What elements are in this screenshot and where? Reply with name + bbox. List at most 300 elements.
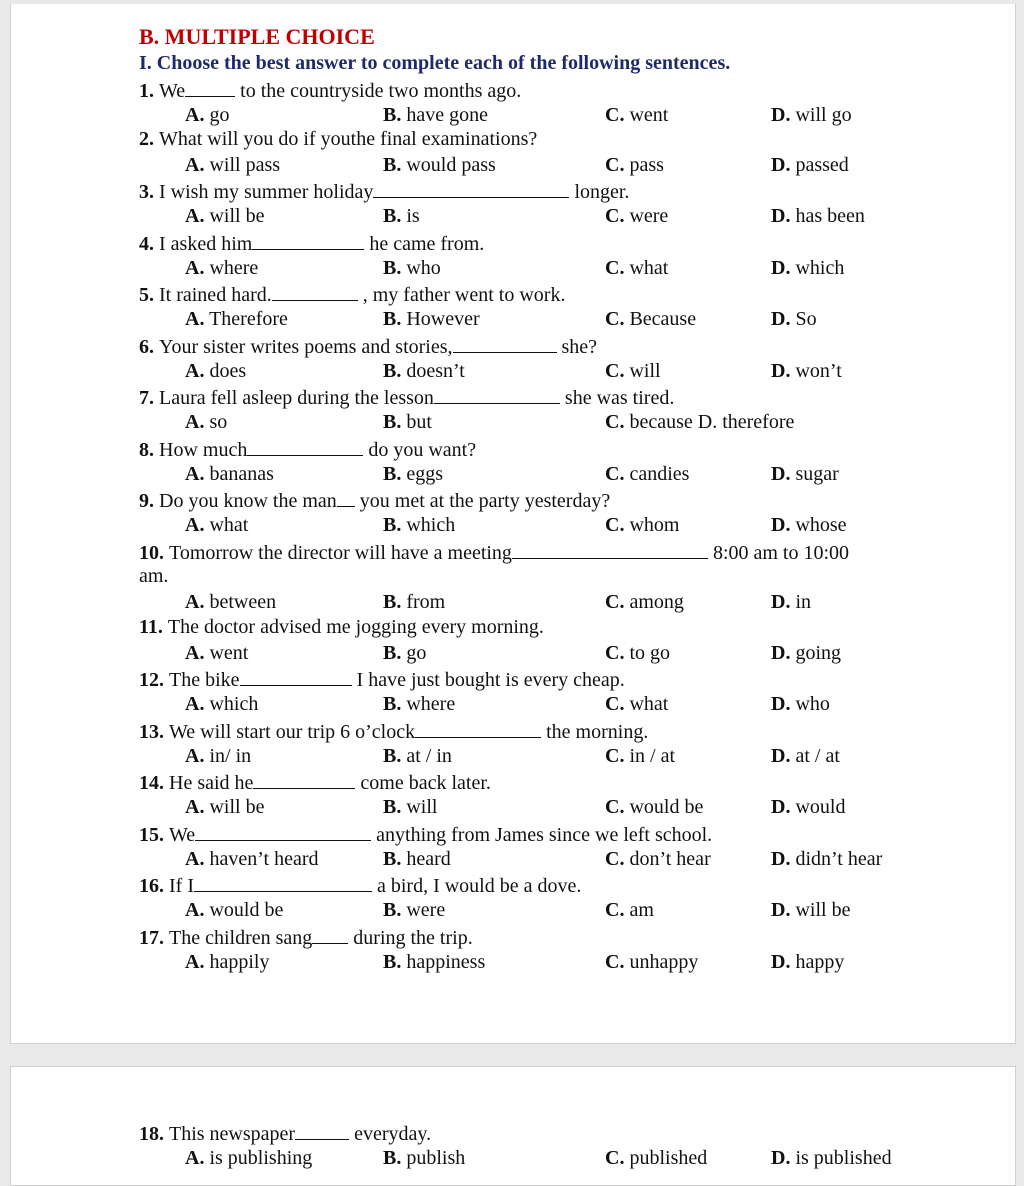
answer-blank[interactable] — [295, 1121, 349, 1140]
question-number: 5. — [139, 284, 159, 306]
question-number: 10. — [139, 542, 169, 564]
question-10 — [139, 540, 849, 565]
answer-blank[interactable] — [240, 667, 352, 686]
question-text-before: We will start our trip 6 o’clock — [169, 721, 416, 743]
option-letter: B. — [383, 848, 402, 870]
option-c[interactable] — [605, 951, 698, 974]
option-text: from — [401, 591, 446, 613]
answer-blank[interactable] — [415, 719, 541, 738]
question-text-before: We — [169, 824, 196, 846]
question-number: 11. — [139, 616, 168, 638]
option-letter: C. — [605, 848, 625, 870]
question-text-after: you met at the party yesterday? — [354, 490, 611, 512]
answer-blank[interactable] — [195, 822, 371, 841]
question-number: 17. — [139, 927, 169, 949]
question-5 — [139, 282, 565, 307]
option-text: sugar — [790, 463, 839, 485]
option-text: at / in — [401, 745, 452, 767]
option-a[interactable] — [185, 693, 258, 716]
question-9 — [139, 488, 610, 513]
question-text-before: Do you know the man — [159, 490, 337, 512]
worksheet-page-1 — [10, 4, 1016, 1044]
option-b[interactable] — [383, 642, 426, 665]
option-letter: C. — [605, 514, 625, 536]
question-text-before: Your sister writes poems and stories, — [159, 336, 453, 358]
option-a[interactable] — [185, 308, 288, 331]
option-text: go — [204, 104, 230, 126]
option-c[interactable] — [605, 796, 703, 819]
question-number: 2. — [139, 128, 159, 150]
question-text-after: the morning. — [541, 721, 649, 743]
option-d[interactable] — [771, 591, 811, 614]
option-letter: B. — [383, 308, 402, 330]
option-text: Because — [624, 308, 697, 330]
option-letter: B. — [383, 205, 402, 227]
option-text: candies — [624, 463, 690, 485]
option-c[interactable] — [605, 463, 689, 486]
answer-blank[interactable] — [272, 282, 358, 301]
option-letter: C. — [605, 205, 625, 227]
option-letter: C. — [605, 951, 625, 973]
option-d[interactable] — [771, 257, 844, 280]
answer-blank[interactable] — [247, 437, 363, 456]
option-a[interactable] — [185, 514, 248, 537]
option-text: which — [204, 693, 259, 715]
option-text: went — [624, 104, 669, 126]
option-letter: D. — [771, 360, 791, 382]
option-letter: A. — [185, 899, 205, 921]
option-letter: B. — [383, 899, 402, 921]
option-letter: C. — [605, 1147, 625, 1169]
option-a[interactable] — [185, 642, 248, 665]
option-text: so — [204, 411, 228, 433]
option-letter: B. — [383, 257, 402, 279]
option-c[interactable] — [605, 899, 654, 922]
option-letter: B. — [383, 796, 402, 818]
question-number: 1. — [139, 80, 159, 102]
option-letter: D. — [771, 104, 791, 126]
option-text: will be — [204, 796, 265, 818]
question-3 — [139, 179, 629, 204]
answer-blank[interactable] — [194, 873, 372, 892]
option-letter: A. — [185, 463, 205, 485]
option-text: what — [624, 257, 669, 279]
option-c[interactable] — [605, 514, 679, 537]
option-text: will — [401, 796, 438, 818]
option-text: went — [204, 642, 249, 664]
option-c[interactable] — [605, 693, 668, 716]
option-letter: C. — [605, 411, 625, 433]
question-18 — [139, 1121, 431, 1146]
option-text: what — [204, 514, 249, 536]
answer-blank[interactable] — [185, 78, 235, 97]
option-letter: B. — [383, 591, 402, 613]
option-text: among — [624, 591, 684, 613]
option-d[interactable] — [771, 463, 839, 486]
option-letter: C. — [605, 796, 625, 818]
option-text: because D. therefore — [624, 411, 795, 433]
question-text-before: The doctor advised me jogging every morning. — [167, 616, 544, 638]
question-text-before: What will you do if youthe final examinations? — [159, 128, 538, 150]
question-number: 15. — [139, 824, 169, 846]
option-letter: C. — [605, 104, 625, 126]
option-text: in — [790, 591, 812, 613]
option-a[interactable] — [185, 104, 229, 127]
option-a[interactable] — [185, 463, 274, 486]
option-text: is — [401, 205, 420, 227]
option-a[interactable] — [185, 848, 318, 871]
question-text-before: I wish my summer holiday — [159, 181, 374, 203]
option-a[interactable] — [185, 411, 227, 434]
question-2 — [139, 128, 537, 151]
answer-blank[interactable] — [512, 540, 708, 559]
option-text: is publishing — [204, 1147, 313, 1169]
option-c[interactable] — [605, 642, 670, 665]
option-text: unhappy — [624, 951, 699, 973]
question-11 — [139, 616, 544, 639]
option-letter: D. — [771, 899, 791, 921]
option-b[interactable] — [383, 257, 441, 280]
option-b[interactable] — [383, 463, 443, 486]
option-a[interactable] — [185, 360, 246, 383]
option-b[interactable] — [383, 951, 485, 974]
option-text: will be — [204, 205, 265, 227]
option-c[interactable] — [605, 308, 696, 331]
option-letter: A. — [185, 591, 205, 613]
question-text-before: He said he — [169, 772, 254, 794]
option-text: happiness — [401, 951, 486, 973]
option-text: will — [624, 360, 661, 382]
option-letter: B. — [383, 642, 402, 664]
option-letter: C. — [605, 360, 625, 382]
section-title: B. MULTIPLE CHOICE — [139, 24, 375, 49]
worksheet-page-2 — [10, 1066, 1016, 1186]
question-text-after: longer. — [569, 181, 630, 203]
answer-blank[interactable] — [453, 334, 557, 353]
option-text: in / at — [624, 745, 675, 767]
question-text-before: We — [159, 80, 186, 102]
option-b[interactable] — [383, 848, 451, 871]
option-text: So — [790, 308, 817, 330]
option-text: doesn’t — [401, 360, 465, 382]
question-number: 14. — [139, 772, 169, 794]
option-text: were — [401, 899, 446, 921]
option-letter: C. — [605, 642, 625, 664]
option-text: would pass — [401, 154, 496, 176]
option-text: has been — [790, 205, 865, 227]
option-letter: C. — [605, 463, 625, 485]
option-text: haven’t heard — [204, 848, 319, 870]
option-letter: D. — [771, 848, 791, 870]
question-text-before: The bike — [169, 669, 240, 691]
option-letter: D. — [771, 154, 791, 176]
option-text: publish — [401, 1147, 466, 1169]
question-text-after: she was tired. — [559, 387, 675, 409]
option-text: will be — [790, 899, 851, 921]
option-a[interactable] — [185, 591, 276, 614]
instruction: I. Choose the best answer to complete each of the following sentences. — [139, 52, 731, 74]
option-text: who — [790, 693, 830, 715]
option-text: where — [401, 693, 456, 715]
question-text-after: , my father went to work. — [357, 284, 566, 306]
option-a[interactable] — [185, 154, 280, 177]
option-letter: C. — [605, 154, 625, 176]
option-c[interactable] — [605, 745, 675, 768]
option-c[interactable] — [605, 104, 668, 127]
option-text: don’t hear — [624, 848, 711, 870]
question-text-after: during the trip. — [348, 927, 473, 949]
option-text: at / at — [790, 745, 840, 767]
option-letter: A. — [185, 205, 205, 227]
answer-blank[interactable] — [373, 179, 569, 198]
option-text: what — [624, 693, 669, 715]
question-text-before: Tomorrow the director will have a meeting — [169, 542, 512, 564]
option-letter: B. — [383, 104, 402, 126]
option-letter: D. — [771, 257, 791, 279]
option-text: is published — [790, 1147, 892, 1169]
option-d[interactable] — [771, 642, 841, 665]
option-b[interactable] — [383, 693, 455, 716]
question-number: 7. — [139, 387, 159, 409]
question-text-before: The children sang — [169, 927, 313, 949]
option-letter: D. — [771, 951, 791, 973]
question-number: 4. — [139, 233, 159, 255]
option-letter: D. — [771, 745, 791, 767]
option-d[interactable] — [771, 1147, 892, 1170]
option-letter: C. — [605, 591, 625, 613]
option-c[interactable] — [605, 848, 711, 871]
option-text: eggs — [401, 463, 444, 485]
question-text-after: she? — [556, 336, 598, 358]
option-letter: A. — [185, 257, 205, 279]
option-b[interactable] — [383, 745, 452, 768]
option-a[interactable] — [185, 899, 283, 922]
option-letter: B. — [383, 693, 402, 715]
question-text-before: This newspaper — [169, 1123, 296, 1145]
option-b[interactable] — [383, 308, 480, 331]
question-4 — [139, 231, 484, 256]
option-b[interactable] — [383, 899, 445, 922]
question-number: 9. — [139, 490, 159, 512]
option-text: but — [401, 411, 432, 433]
option-letter: D. — [771, 642, 791, 664]
option-letter: B. — [383, 463, 402, 485]
option-b[interactable] — [383, 1147, 465, 1170]
question-15 — [139, 822, 712, 847]
option-d[interactable] — [771, 796, 845, 819]
option-letter: A. — [185, 642, 205, 664]
option-d[interactable] — [771, 745, 840, 768]
option-letter: D. — [771, 308, 791, 330]
option-letter: D. — [771, 1147, 791, 1169]
option-letter: C. — [605, 899, 625, 921]
question-12 — [139, 667, 625, 692]
option-a[interactable] — [185, 257, 258, 280]
option-d[interactable] — [771, 951, 844, 974]
question-8 — [139, 437, 476, 462]
question-text-after: I have just bought is every cheap. — [351, 669, 625, 691]
question-number: 12. — [139, 669, 169, 691]
option-c[interactable] — [605, 205, 668, 228]
option-d[interactable] — [771, 360, 842, 383]
option-letter: B. — [383, 745, 402, 767]
question-text-before: Laura fell asleep during the lesson — [159, 387, 434, 409]
option-letter: B. — [383, 360, 402, 382]
option-text: will pass — [204, 154, 281, 176]
option-letter: A. — [185, 308, 205, 330]
question-number: 16. — [139, 875, 169, 897]
question-text-after: to the countryside two months ago. — [235, 80, 522, 102]
option-c[interactable] — [605, 411, 794, 434]
option-text: would be — [624, 796, 704, 818]
option-d[interactable] — [771, 514, 847, 537]
option-d[interactable] — [771, 104, 852, 127]
question-number: 18. — [139, 1123, 169, 1145]
option-letter: C. — [605, 693, 625, 715]
option-d[interactable] — [771, 899, 850, 922]
option-text: who — [401, 257, 441, 279]
option-text: in/ in — [204, 745, 252, 767]
option-text: happy — [790, 951, 845, 973]
question-1 — [139, 78, 521, 103]
option-c[interactable] — [605, 360, 661, 383]
question-number: 6. — [139, 336, 159, 358]
option-a[interactable] — [185, 951, 269, 974]
option-text: heard — [401, 848, 451, 870]
option-a[interactable] — [185, 1147, 312, 1170]
option-letter: A. — [185, 848, 205, 870]
question-17 — [139, 925, 473, 950]
option-d[interactable] — [771, 848, 882, 871]
option-letter: A. — [185, 104, 205, 126]
option-b[interactable] — [383, 514, 455, 537]
option-text: will go — [790, 104, 852, 126]
option-text: didn’t hear — [790, 848, 883, 870]
option-letter: A. — [185, 1147, 205, 1169]
option-letter: A. — [185, 745, 205, 767]
option-letter: A. — [185, 154, 205, 176]
option-text: passed — [790, 154, 849, 176]
option-letter: D. — [771, 514, 791, 536]
option-c[interactable] — [605, 154, 664, 177]
question-text-before: I asked him — [159, 233, 253, 255]
option-text: would — [790, 796, 846, 818]
option-letter: B. — [383, 154, 402, 176]
question-text-before: How much — [159, 439, 248, 461]
option-a[interactable] — [185, 796, 264, 819]
answer-blank[interactable] — [253, 770, 355, 789]
option-text: to go — [624, 642, 671, 664]
option-text: would be — [204, 899, 284, 921]
option-text: bananas — [204, 463, 274, 485]
option-letter: A. — [185, 360, 205, 382]
question-text-after: 8:00 am to 10:00 — [707, 542, 850, 564]
option-text: Therefore — [204, 308, 288, 330]
option-letter: D. — [771, 796, 791, 818]
question-number: 13. — [139, 721, 169, 743]
option-c[interactable] — [605, 257, 668, 280]
option-text: pass — [624, 154, 664, 176]
option-d[interactable] — [771, 308, 817, 331]
option-letter: B. — [383, 514, 402, 536]
option-b[interactable] — [383, 205, 420, 228]
option-letter: C. — [605, 257, 625, 279]
question-text-after: anything from James since we left school. — [371, 824, 713, 846]
answer-blank[interactable] — [252, 231, 364, 250]
option-a[interactable] — [185, 745, 251, 768]
option-c[interactable] — [605, 591, 684, 614]
option-letter: A. — [185, 693, 205, 715]
option-c[interactable] — [605, 1147, 707, 1170]
question-6 — [139, 334, 597, 359]
option-letter: C. — [605, 308, 625, 330]
question-text-after: he came from. — [364, 233, 485, 255]
option-text: whose — [790, 514, 847, 536]
option-text: go — [401, 642, 427, 664]
option-letter: B. — [383, 951, 402, 973]
option-b[interactable] — [383, 591, 445, 614]
option-text: am — [624, 899, 654, 921]
option-d[interactable] — [771, 154, 849, 177]
answer-blank[interactable] — [337, 488, 355, 507]
question-16 — [139, 873, 581, 898]
option-letter: D. — [771, 463, 791, 485]
option-d[interactable] — [771, 205, 865, 228]
option-text: published — [624, 1147, 708, 1169]
question-text-after: everyday. — [349, 1123, 432, 1145]
option-b[interactable] — [383, 154, 496, 177]
option-text: which — [401, 514, 456, 536]
option-letter: A. — [185, 514, 205, 536]
option-text: However — [401, 308, 480, 330]
question-text-continuation: am. — [139, 565, 169, 587]
option-letter: D. — [771, 591, 791, 613]
question-text-before: If I — [169, 875, 194, 897]
option-text: were — [624, 205, 669, 227]
question-text-before: It rained hard. — [159, 284, 272, 306]
option-text: where — [204, 257, 259, 279]
option-a[interactable] — [185, 205, 264, 228]
option-letter: D. — [771, 693, 791, 715]
option-b[interactable] — [383, 104, 488, 127]
question-7 — [139, 385, 674, 410]
option-letter: B. — [383, 411, 402, 433]
option-letter: C. — [605, 745, 625, 767]
option-b[interactable] — [383, 796, 437, 819]
question-number: 3. — [139, 181, 159, 203]
option-text: between — [204, 591, 277, 613]
question-13 — [139, 719, 648, 744]
option-text: have gone — [401, 104, 488, 126]
option-text: happily — [204, 951, 270, 973]
option-letter: A. — [185, 951, 205, 973]
option-text: going — [790, 642, 842, 664]
question-text-after: a bird, I would be a dove. — [371, 875, 582, 897]
question-text-after: do you want? — [363, 439, 477, 461]
question-14 — [139, 770, 491, 795]
option-d[interactable] — [771, 693, 830, 716]
option-letter: B. — [383, 1147, 402, 1169]
option-text: whom — [624, 514, 680, 536]
option-text: which — [790, 257, 845, 279]
option-b[interactable] — [383, 360, 465, 383]
option-letter: A. — [185, 411, 205, 433]
option-b[interactable] — [383, 411, 432, 434]
option-letter: A. — [185, 796, 205, 818]
answer-blank[interactable] — [312, 925, 348, 944]
answer-blank[interactable] — [434, 385, 560, 404]
option-text: does — [204, 360, 247, 382]
